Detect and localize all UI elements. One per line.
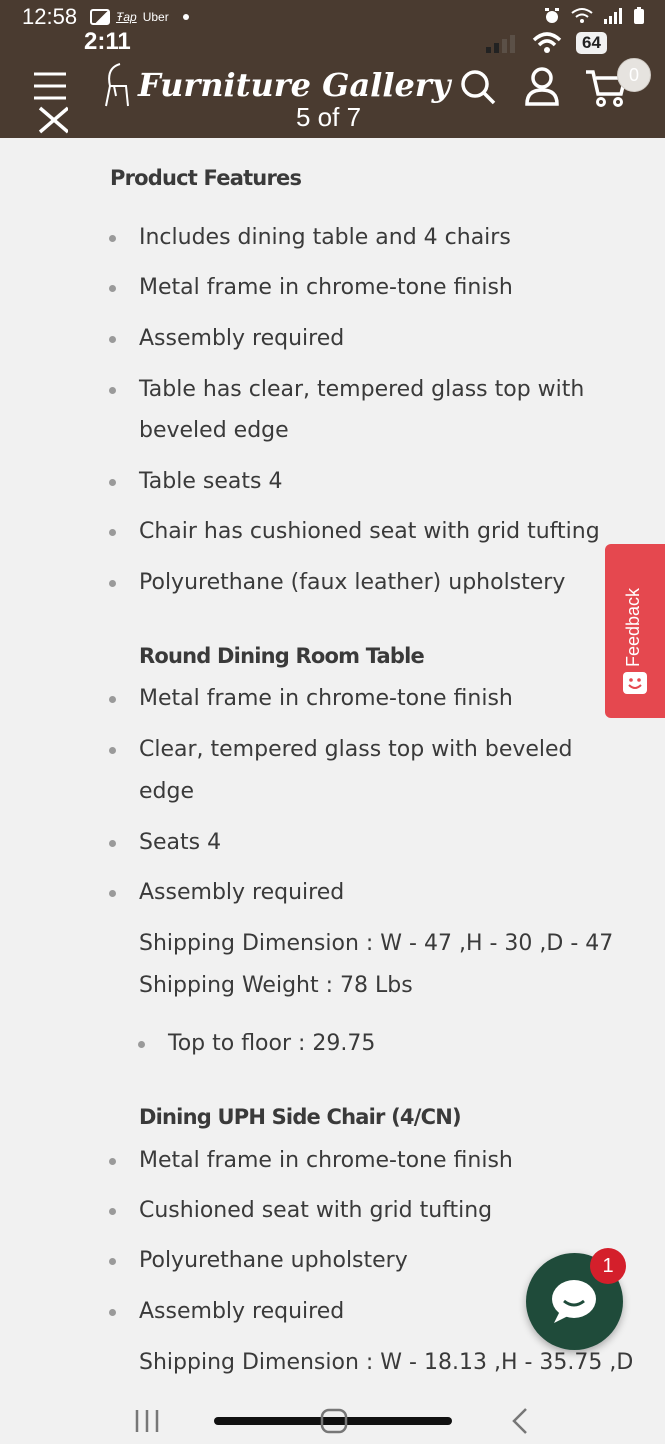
list-item: Seats 4 <box>139 822 221 864</box>
shipping-dimension: Shipping Dimension : W - 47 ,H - 30 ,D - 47 <box>139 931 614 956</box>
list-item: Metal frame in chrome-tone finish <box>139 267 513 309</box>
inner-battery-level: 64 <box>576 32 607 54</box>
inner-signal-icon <box>484 33 518 53</box>
shipping-weight: Shipping Weight : 78 Lbs <box>139 973 413 998</box>
list-item: Clear, tempered glass top with beveled <box>139 729 573 771</box>
section-heading: Product Features <box>110 166 302 190</box>
cart-count-badge: 0 <box>617 58 651 92</box>
status-notifications <box>90 9 189 25</box>
uber-label: Uber <box>142 10 169 24</box>
list-item: Assembly required <box>139 872 344 914</box>
list-item: Table seats 4 <box>139 461 282 503</box>
battery-icon <box>633 7 645 25</box>
list-item: Table has clear, tempered glass top with <box>139 369 584 411</box>
account-button[interactable] <box>524 66 560 110</box>
list-item: Chair has cushioned seat with grid tufting <box>139 511 600 553</box>
system-navigation-bar <box>0 1396 665 1440</box>
search-icon <box>459 68 497 106</box>
status-icons <box>543 7 645 25</box>
feedback-button[interactable] <box>605 544 665 718</box>
chair-logo-icon <box>100 62 132 108</box>
list-item: Polyurethane (faux leather) upholstery <box>139 562 565 604</box>
list-item: Top to floor : 29.75 <box>168 1023 375 1065</box>
list-item: Metal frame in chrome-tone finish <box>139 1140 513 1182</box>
list-item: Cushioned seat with grid tufting <box>139 1190 492 1232</box>
status-time: 12:58 <box>22 4 78 29</box>
site-header <box>0 0 665 138</box>
wifi-icon <box>571 7 593 25</box>
inner-status-icons <box>484 32 607 54</box>
list-item-continuation: beveled edge <box>139 418 289 443</box>
chat-unread-badge: 1 <box>590 1248 626 1284</box>
back-button[interactable] <box>514 1409 526 1433</box>
list-item: Assembly required <box>139 318 344 360</box>
inner-wifi-icon <box>532 32 562 54</box>
tap-app-icon: Ŧap <box>116 10 137 24</box>
shipping-dimension: Shipping Dimension : W - 18.13 ,H - 35.75 ,D <box>139 1350 634 1375</box>
menu-button[interactable] <box>32 70 68 134</box>
alarm-icon <box>543 7 561 25</box>
brand-name: Furniture Gallery <box>138 66 451 104</box>
search-button[interactable] <box>459 68 497 110</box>
notification-dot-icon <box>183 14 189 20</box>
brand-logo[interactable] <box>100 62 450 108</box>
section-heading: Dining UPH Side Chair (4/CN) <box>139 1105 461 1129</box>
recent-apps-button[interactable] <box>137 1410 157 1432</box>
menu-close-icon <box>32 70 68 134</box>
list-item: Includes dining table and 4 chairs <box>139 217 511 259</box>
list-item-continuation: edge <box>139 779 194 804</box>
list-item: Metal frame in chrome-tone finish <box>139 678 513 720</box>
list-item: Assembly required <box>139 1291 344 1333</box>
image-counter: 5 of 7 <box>296 102 362 132</box>
gallery-icon <box>90 9 110 25</box>
home-button[interactable] <box>218 1410 448 1432</box>
inner-status-time: 2:11 <box>84 28 131 55</box>
user-icon <box>524 66 560 106</box>
section-heading: Round Dining Room Table <box>139 644 424 668</box>
signal-icon <box>603 8 623 24</box>
feedback-label: Feedback <box>623 587 643 667</box>
list-item: Polyurethane upholstery <box>139 1240 408 1282</box>
feedback-smile-icon <box>623 672 647 694</box>
